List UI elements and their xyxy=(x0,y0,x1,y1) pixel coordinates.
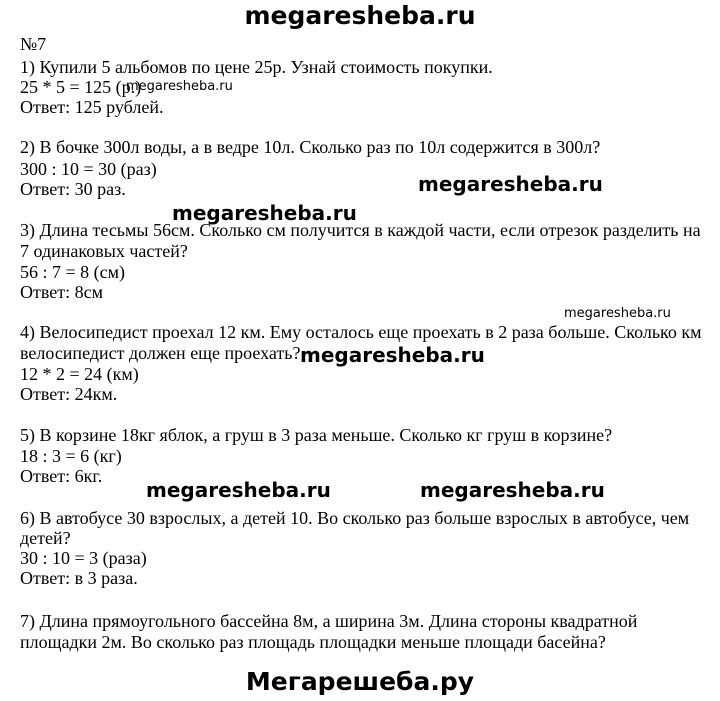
task-4-question-line-1: 4) Велосипедист проехал 12 км. Ему осталось еще проехать в 2 раза больше. Сколько км xyxy=(20,322,702,342)
watermark: megaresheba.ru xyxy=(146,478,331,502)
site-title-footer: Мегарешеба.ру xyxy=(245,667,475,696)
watermark: megaresheba.ru xyxy=(126,79,233,94)
task-5-solution: 18 : 3 = 6 (кг) xyxy=(20,446,122,466)
task-3-question-line-2: 7 одинаковых частей? xyxy=(20,241,188,261)
task-7-question-line-1: 7) Длина прямоугольного бассейна 8м, а ширина 3м. Длина стороны квадратной xyxy=(20,611,638,631)
task-6-question-line-2: детей? xyxy=(20,528,71,548)
task-3-question-line-1: 3) Длина тесьмы 56см. Сколько см получится в каждой части, если отрезок разделить на xyxy=(20,220,701,240)
problem-number: №7 xyxy=(20,34,47,54)
site-title-header: megaresheba.ru xyxy=(244,1,476,30)
task-2-question: 2) В бочке 300л воды, а в ведре 10л. Сколько раз по 10л содержится в 300л? xyxy=(20,137,601,157)
task-6-question-line-1: 6) В автобусе 30 взрослых, а детей 10. Во сколько раз больше взрослых в автобусе, чем xyxy=(20,508,690,528)
task-2-answer: Ответ: 30 раз. xyxy=(20,179,126,199)
watermark: megaresheba.ru xyxy=(172,201,357,225)
task-1-question: 1) Купили 5 альбомов по цене 25р. Узнай стоимость покупки. xyxy=(20,57,493,77)
task-5-answer: Ответ: 6кг. xyxy=(20,466,103,486)
watermark: megaresheba.ru xyxy=(420,478,605,502)
task-5-question: 5) В корзине 18кг яблок, а груш в 3 раза меньше. Сколько кг груш в корзине? xyxy=(20,425,613,445)
task-6-solution: 30 : 10 = 3 (раза) xyxy=(20,548,147,568)
task-3-answer: Ответ: 8см xyxy=(20,282,103,302)
watermark: megaresheba.ru xyxy=(564,306,671,321)
watermark: megaresheba.ru xyxy=(418,172,603,196)
task-2-solution: 300 : 10 = 30 (раз) xyxy=(20,159,157,179)
task-6-answer: Ответ: в 3 раза. xyxy=(20,568,138,588)
task-1-answer: Ответ: 125 рублей. xyxy=(20,97,164,117)
task-4-question-line-2: велосипедист должен еще проехать? xyxy=(20,343,301,363)
task-7-question-line-2: площадки 2м. Во сколько раз площадь площадки меньше площади басейна? xyxy=(20,632,606,652)
task-4-solution: 12 * 2 = 24 (км) xyxy=(20,364,139,384)
task-3-solution: 56 : 7 = 8 (см) xyxy=(20,262,126,282)
watermark: megaresheba.ru xyxy=(300,343,485,367)
task-1-solution: 25 * 5 = 125 (р.) xyxy=(20,77,142,97)
task-4-answer: Ответ: 24км. xyxy=(20,384,118,404)
